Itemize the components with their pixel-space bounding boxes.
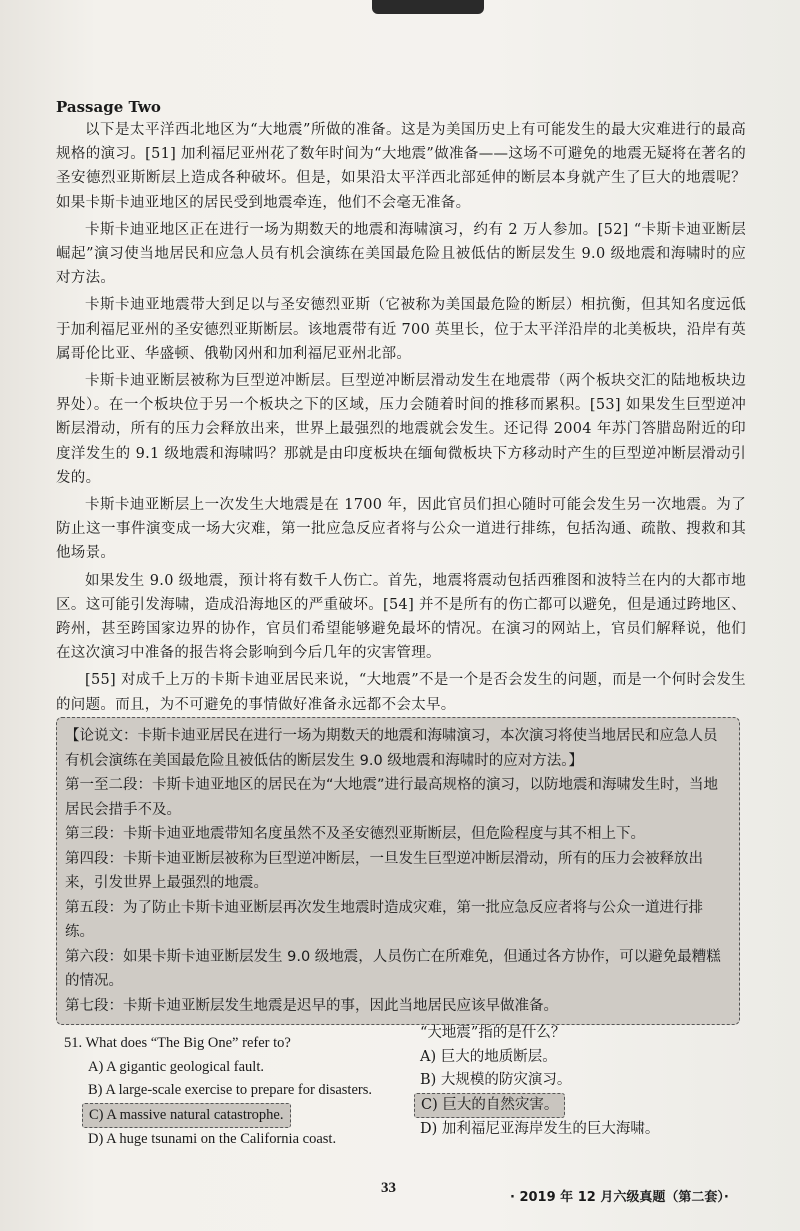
passage-body [56, 118, 746, 720]
option-b-cn: B) 大规模的防灾演习。 [420, 1072, 572, 1088]
summary-para-3: 第三段：卡斯卡迪亚地震带知名度虽然不及圣安德烈亚斯断层，但危险程度与其不相上下。 [65, 826, 645, 842]
exam-title: · 2019 年 12 月六级真题（第二套）· [510, 1190, 729, 1205]
summary-para-1-2: 第一至二段：卡斯卡迪亚地区的居民在为“大地震”进行最高规格的演习，以防地震和海啸发生时，当地居民会措手不及。 [65, 777, 719, 818]
paragraph-3: 卡斯卡迪亚地震带大到足以与圣安德烈亚斯（它被称为美国最危险的断层）相抗衡，但其知名度远低于加利福尼亚州的圣安德烈亚斯断层。该地震带有近 700 英里长，位于太平洋沿岸的北美板块，沿岸有英属哥伦比亚、华盛顿、俄勒冈州和加利福尼亚州北部。 [56, 297, 746, 362]
option-c-en-answer: C) A massive natural catastrophe. [82, 1103, 291, 1129]
top-edge-mark [372, 0, 484, 14]
question-stem-cn: “大地震”指的是什么？ [420, 1025, 566, 1041]
paragraph-6: 如果发生 9.0 级地震，预计将有数千人伤亡。首先，地震将震动包括西雅图和波特兰在内的大都市地区。这可能引发海啸，造成沿海地区的严重破坏。[54] 并不是所有的伤亡都可以避免，但是通过跨地区、跨州，甚至跨国家边界的协作，官员们希望能够避免最坏的情况。在演习的网站上，官员们解释说，他们在这次演习中准备的报告将会影响到今后几年的灾害管理。 [56, 572, 746, 662]
question-english [64, 1032, 404, 1152]
paragraph-2: 卡斯卡迪亚地区正在进行一场为期数天的地震和海啸演习，约有 2 万人参加。[52] “卡斯卡迪亚断层崛起”演习使当地居民和应急人员有机会演练在美国最危险且被低估的断层发生 9.0 级地震和海啸时的应对方法。 [56, 221, 746, 287]
question-chinese [420, 1022, 740, 1142]
summary-thesis: 【论说文：卡斯卡迪亚居民在进行一场为期数天的地震和海啸演习，本次演习将使当地居民和应急人员有机会演练在美国最危险且被低估的断层发生 9.0 级地震和海啸时的应对方法。】 [65, 728, 718, 769]
summary-para-7: 第七段：卡斯卡迪亚断层发生地震是迟早的事，因此当地居民应该早做准备。 [65, 997, 558, 1014]
paragraph-5: 卡斯卡迪亚断层上一次发生大地震是在 1700 年，因此官员们担心随时可能会发生另一次地震。为了防止这一事件演变成一场大灾难，第一批应急反应者将与公众一道进行排练，包括沟通、疏散、搜救和其他场景。 [56, 497, 746, 562]
option-a-cn: A) 巨大的地质断层。 [420, 1048, 557, 1065]
paragraph-7: [55] 对成千上万的卡斯卡迪亚居民来说，“大地震”不是一个是否会发生的问题，而是一个何时会发生的问题。而且，为不可避免的事情做好准备永远都不会太早。 [56, 672, 746, 713]
paragraph-1: 以下是太平洋西北地区为“大地震”所做的准备。这是为美国历史上有可能发生的最大灾难进行的最高规格的演习。[51] 加利福尼亚州花了数年时间为“大地震”做准备——这场不可避免的地震无疑将在著名的圣安德烈亚斯断层上造成各种破坏。但是，如果沿太平洋西北部延伸的断层本身就产生了巨大的地震呢？如果卡斯卡迪亚地区的居民受到地震牵连，他们不会毫无准备。 [56, 122, 746, 211]
option-d-en: D) A huge tsunami on the California coast. [88, 1131, 337, 1147]
summary-para-5: 第五段：为了防止卡斯卡迪亚断层再次发生地震时造成灾难，第一批应急反应者将与公众一道进行排练。 [65, 899, 703, 940]
passage-title: Passage Two [56, 98, 161, 116]
page-number: 33 [381, 1180, 396, 1196]
summary-para-6: 第六段：如果卡斯卡迪亚断层发生 9.0 级地震，人员伤亡在所难免，但通过各方协作，可以避免最糟糕的情况。 [65, 948, 721, 989]
summary-box [56, 717, 740, 1025]
option-d-cn: D) 加利福尼亚海岸发生的巨大海啸。 [420, 1121, 660, 1137]
paragraph-4: 卡斯卡迪亚断层被称为巨型逆冲断层。巨型逆冲断层滑动发生在地震带（两个板块交汇的陆地板块边界处）。在一个板块位于另一个板块之下的区域，压力会随着时间的推移而累积。[53] 如果发生巨型逆冲断层滑动，所有的压力会释放出来，世界上最强烈的地震就会发生。还记得 2004 年苏门答腊岛附近的印度洋发生的 9.1 级地震和海啸吗？那就是由印度板块在缅甸微板块下方移动时产生的巨型逆冲断层滑动引发的。 [56, 373, 746, 486]
option-a-en: A) A gigantic geological fault. [88, 1058, 264, 1075]
option-c-cn-answer: C) 巨大的自然灾害。 [414, 1093, 565, 1119]
question-stem-en: 51. What does “The Big One” refer to? [64, 1035, 291, 1051]
option-b-en: B) A large-scale exercise to prepare for disasters. [88, 1082, 372, 1098]
summary-para-4: 第四段：卡斯卡迪亚断层被称为巨型逆冲断层，一旦发生巨型逆冲断层滑动，所有的压力会被释放出来，引发世界上最强烈的地震。 [65, 850, 703, 891]
